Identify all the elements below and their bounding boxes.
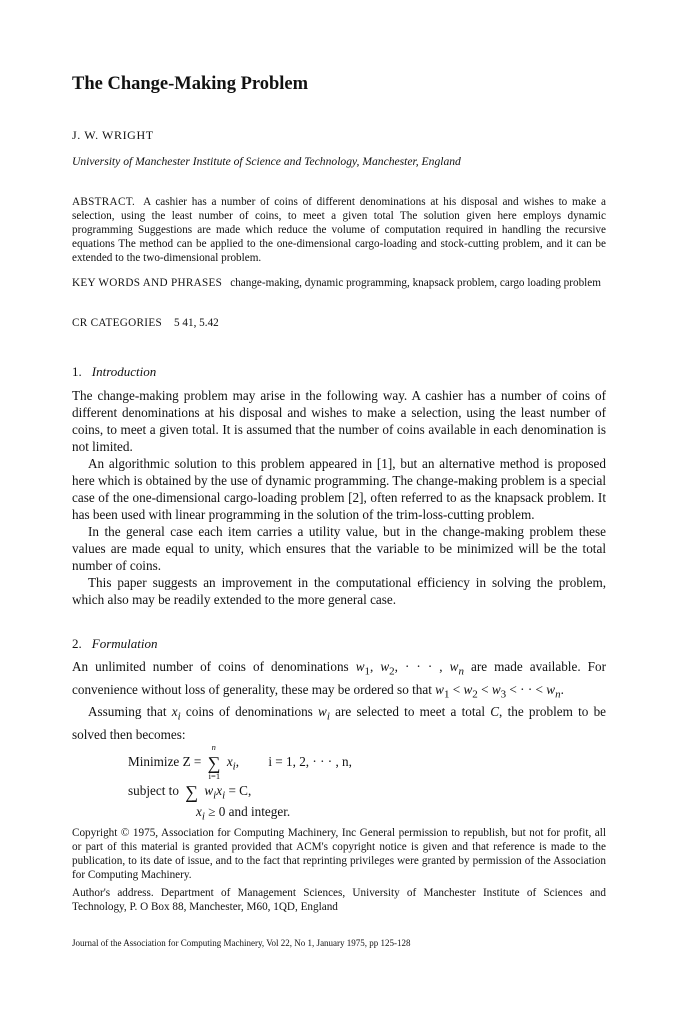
formulation-body	[72, 658, 606, 743]
cr-categories-text: 5 41, 5.42	[174, 317, 219, 329]
copyright-notice	[72, 826, 606, 918]
sum-symbol: ∑	[185, 782, 199, 802]
keywords-text: change-making, dynamic programming, knapsack problem, cargo loading problem	[230, 277, 601, 289]
author-name: J. W. WRIGHT	[72, 128, 154, 142]
constraint-equation: subject to ∑ $w_ix_i = C$,	[128, 782, 252, 802]
keywords-label: KEY WORDS AND PHRASES	[72, 277, 223, 289]
cr-categories	[72, 317, 219, 329]
paragraph: An algorithmic solution to this problem appeared in [1], but an alternative method is proposed here which is obtained by the use of dynamic programming. The change-making problem is a special case of the one-dimensional cargo-loading problem [2], often referred to as the knapsack problem. It has been used with linear programming in the solution of the trim-loss-cutting problem.	[72, 456, 606, 522]
section-number: 2.	[72, 636, 82, 651]
copyright-text: Copyright © 1975, Association for Computing Machinery, Inc General permission to republish, but not for profit, all or part of this material is granted provided that ACM's copyright notice is given and that reference is made to the publication, to its date of issue, and to the fact that reprinting privileges were granted by permission of the Association for Computing Machinery.	[72, 827, 606, 881]
keywords	[72, 276, 606, 290]
paragraph: This paper suggests an improvement in the computational efficiency in solving the problem, which also may be readily extended to the more general case.	[72, 575, 606, 607]
introduction-body	[72, 387, 606, 608]
abstract-text: A cashier has a number of coins of different denominations at his disposal and wishes to make a selection, using the least number of coins, to meet a given total The solution given here employs dynamic programming Suggestions are made which reduce the volume of computation required in handling the recursive equations The method can be applied to the one-dimensional cargo-loading and stock-cutting problem, and it can be extended to the two-dimensional problem.	[72, 196, 606, 264]
paragraph: The change-making problem may arise in the following way. A cashier has a number of coins of different denominations at his disposal and wishes to make a selection, using the least number of coins, to meet a given total. It is assumed that the number of coins available in each denomination is not limited.	[72, 388, 606, 454]
section-title: Formulation	[91, 636, 158, 651]
section-heading-formulation	[72, 636, 157, 652]
sum-symbol: ∑ n i=1	[207, 742, 221, 781]
section-title: Introduction	[91, 364, 157, 379]
journal-footer: Journal of the Association for Computing Machinery, Vol 22, No 1, January 1975, pp 125-128	[72, 938, 411, 948]
paragraph: Assuming that $x_i$ coins of denominations $w_i$ are selected to meet a total C, the problem to be solved then becomes:	[72, 704, 607, 742]
nonnegativity-constraint: $x_i \ge 0$ and integer.	[196, 804, 291, 823]
abstract	[72, 195, 606, 265]
section-heading-introduction	[72, 364, 156, 380]
cr-categories-label: CR CATEGORIES	[72, 317, 162, 329]
objective-equation: Minimize Z = ∑ n i=1 $x_i$, i = 1, 2, · · · , n,	[128, 742, 352, 781]
paragraph: An unlimited number of coins of denominations $w_1$, $w_2$, · · · , $w_n$ are made available. For convenience without loss of generality, these may be ordered so that $w_1 < w_2 < w_3$ < · · < $w_n$.	[72, 659, 606, 701]
abstract-label: ABSTRACT.	[72, 196, 136, 208]
author-affiliation: University of Manchester Institute of Science and Technology, Manchester, England	[72, 155, 461, 168]
author-address: Author's address. Department of Management Sciences, University of Manchester Institute of Sciences and Technology, P. O Box 88, Manchester, M60, 1QD, England	[72, 887, 606, 913]
paragraph: In the general case each item carries a utility value, but in the change-making problem these values are made equal to unity, which ensures that the variable to be minimized will be the total number of coins.	[72, 524, 606, 573]
section-number: 1.	[72, 364, 82, 379]
paper-title: The Change-Making Problem	[72, 74, 309, 94]
